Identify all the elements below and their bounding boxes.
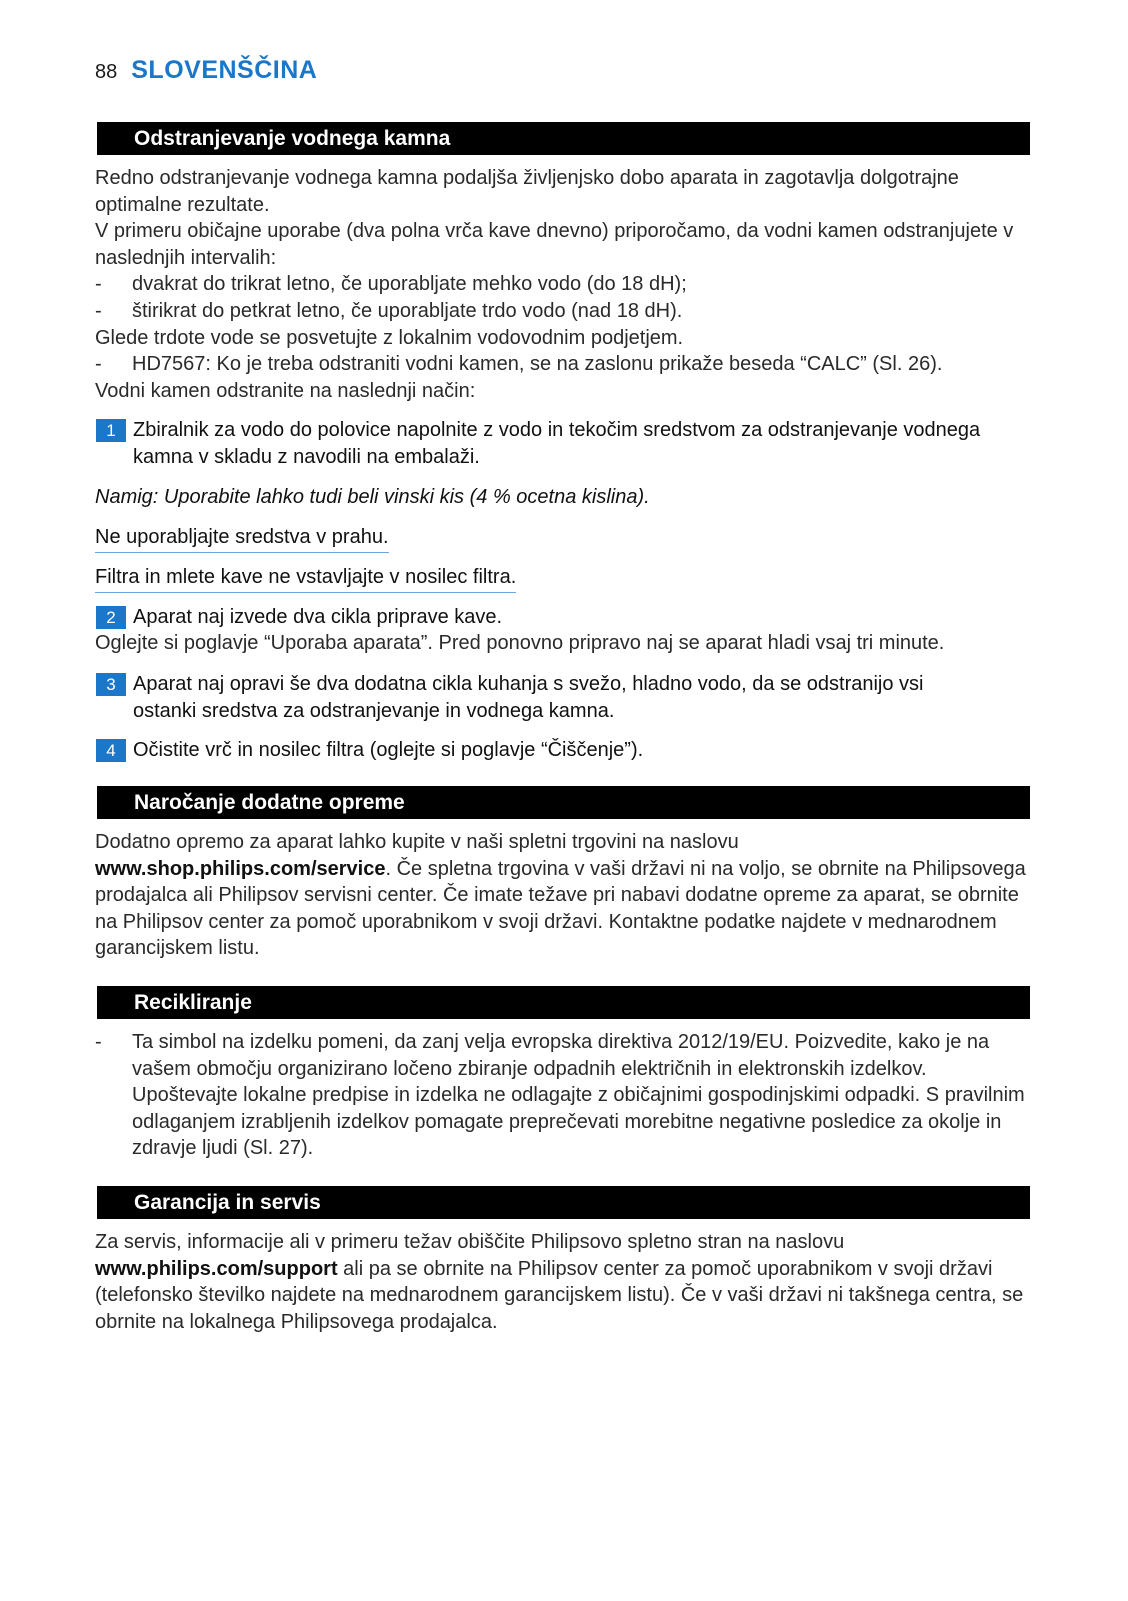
step-text: Zbiralnik za vodo do polovice napolnite z vodo in tekočim sredstvom za odstranjevanje vodnega kamna v skladu z navodili na embalaži. — [133, 419, 981, 468]
step-number-badge: 1 — [96, 419, 126, 442]
list-item: - dvakrat do trikrat letno, če uporabljate mehko vodo (do 18 dH); — [95, 273, 687, 296]
page-header — [95, 56, 317, 88]
descaling-intro — [95, 165, 1035, 404]
list-item: - Ta simbol na izdelku pomeni, da zanj velja evropska direktiva 2012/19/EU. Poizvedite, kako je na vašem območju organizirano ločeno zbiranje odpadnih električnih in elektronskih izdelkov. Upoštevajte lokalne predpise in izdelka ne odlagajte z običajnimi gospodinjskimi odpadki. S pravilnim odlaganjem izrabljenih izdelkov pomagate preprečevati morebitne negativne posledice za okolje in zdravje ljudi (Sl. 27). — [95, 1031, 1025, 1160]
step-number-badge: 4 — [96, 739, 126, 762]
step-text: Aparat naj opravi še dva dodatna cikla kuhanja s svežo, hladno vodo, da se odstranijo vsi ostanki sredstva za odstranjevanje in vodnega kamna. — [133, 673, 924, 722]
step-2-note: Oglejte si poglavje “Uporaba aparata”. Pred ponovno pripravo naj se aparat hladi vsaj tri minute. — [95, 632, 945, 654]
step-text: Očistite vrč in nosilec filtra (oglejte si poglavje “Čiščenje”). — [133, 739, 644, 761]
intro-paragraph: V primeru običajne uporabe (dva polna vrča kave dnevno) priporočamo, da vodni kamen odstranjujete v naslednjih intervalih: — [95, 220, 1014, 269]
section-heading-descaling: Odstranjevanje vodnega kamna — [97, 122, 1030, 155]
warning-text: Filtra in mlete kave ne vstavljajte v nosilec filtra. — [95, 565, 516, 593]
section-heading-accessories: Naročanje dodatne opreme — [97, 786, 1030, 819]
shop-url-link[interactable]: www.shop.philips.com/service — [95, 857, 386, 880]
tip-text: Namig: Uporabite lahko tudi beli vinski kis (4 % ocetna kislina). — [95, 486, 650, 508]
intro-paragraph: Glede trdote vode se posvetujte z lokalnim vodovodnim podjetjem. — [95, 326, 684, 349]
step-3 — [96, 671, 1036, 724]
page-number: 88 — [95, 61, 118, 83]
list-item: - štirikrat do petkrat letno, če uporabljate trdo vodo (nad 18 dH). — [95, 299, 683, 322]
support-url-link[interactable]: www.philips.com/support — [95, 1257, 338, 1280]
step-1 — [96, 417, 1036, 470]
step-number-badge: 2 — [96, 606, 126, 629]
step-4 — [96, 737, 1036, 764]
recycling-text — [95, 1029, 1035, 1162]
warning-text: Ne uporabljajte sredstva v prahu. — [95, 525, 389, 553]
list-item: - HD7567: Ko je treba odstraniti vodni kamen, se na zaslonu prikaže beseda “CALC” (Sl. 26). — [95, 353, 943, 376]
intro-paragraph: Redno odstranjevanje vodnega kamna podaljša življenjsko dobo aparata in zagotavlja dolgotrajne optimalne rezultate. — [95, 167, 959, 216]
section-heading-warranty: Garancija in servis — [97, 1186, 1030, 1219]
warranty-text: Za servis, informacije ali v primeru težav obiščite Philipsovo spletno stran na naslovu www.philips.com/support ali pa se obrnite na Philipsov center za pomoč uporabnikom v svoji državi (telefonsko številko najdete na mednarodnem garancijskem listu). Če v vaši državi ni takšnega centra, se obrnite na lokalnega Philipsovega prodajalca. — [95, 1231, 1024, 1333]
intro-paragraph: Vodni kamen odstranite na naslednji način: — [95, 379, 476, 402]
language-title: SLOVENŠČINA — [131, 56, 318, 84]
step-text: Aparat naj izvede dva cikla priprave kave. — [133, 606, 503, 628]
section-heading-recycling: Recikliranje — [97, 986, 1030, 1019]
step-number-badge: 3 — [96, 673, 126, 696]
accessories-text: Dodatno opremo za aparat lahko kupite v naši spletni trgovini na naslovu www.shop.philips.com/service. Če spletna trgovina v vaši državi ni na voljo, se obrnite na Philipsovega prodajalca ali Philipsov servisni center. Če imate težave pri nabavi dodatne opreme za aparat, se obrnite na Philipsov center za pomoč uporabnikom v svoji državi. Kontaktne podatke najdete v mednarodnem garancijskem listu. — [95, 831, 1026, 960]
step-2 — [96, 604, 1036, 631]
